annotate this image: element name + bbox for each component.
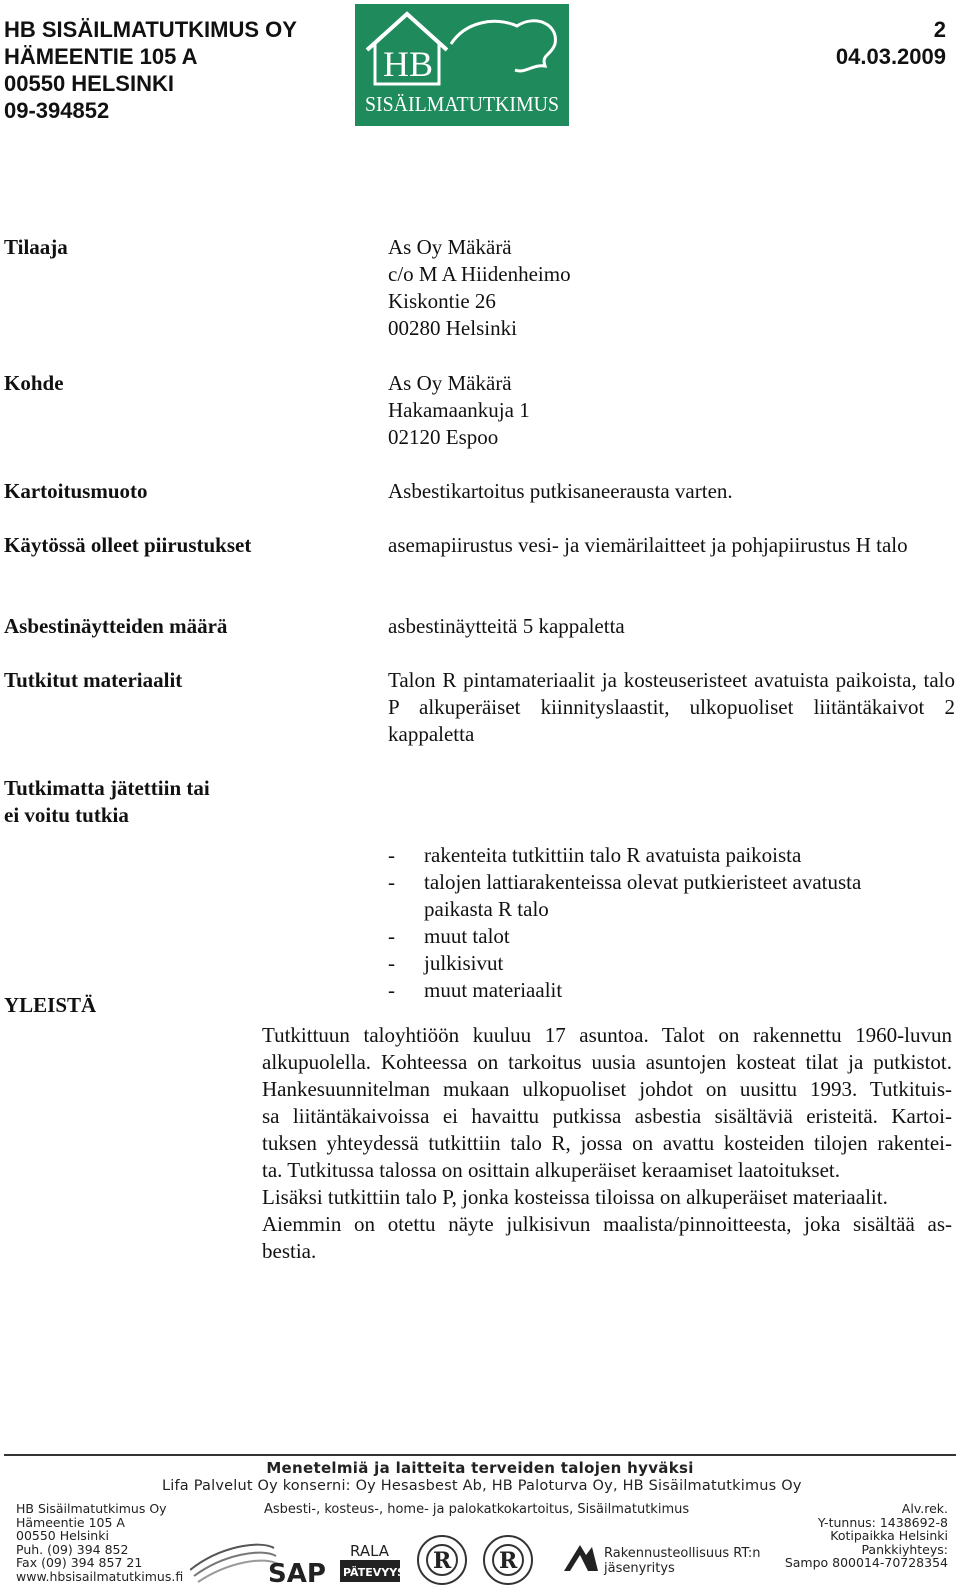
footer-info-line: Pankkiyhteys: xyxy=(861,1541,948,1557)
yleista-line: tuksen yhteydessä tutkittiin talo R, jossa on avattu kosteiden tilojen rakentei- xyxy=(262,1131,952,1155)
company-street: HÄMEENTIE 105 A xyxy=(4,44,198,69)
list-item-text: talojen lattiarakenteissa olevat putkieristeet avatusta paikasta R talo xyxy=(424,870,862,921)
footer-contact-line: Puh. (09) 394 852 xyxy=(16,1541,129,1557)
list-item-text: julkisivut xyxy=(424,951,504,975)
footer-heading: Menetelmiä ja laitteita terveiden talojen hyväksi xyxy=(266,1459,694,1477)
patevyys-label: PÄTEVYYS xyxy=(343,1566,406,1579)
footer-company-info xyxy=(785,1502,948,1570)
list-item: - julkisivut xyxy=(388,950,948,977)
tilaaja-line: c/o M A Hiidenheimo xyxy=(388,262,571,286)
yleista-line: Tutkittuun taloyhtiöön kuuluu 17 asuntoa. Talot on rakennettu 1960-luvun xyxy=(262,1023,952,1047)
hb-logo xyxy=(355,4,569,126)
yleista-line: Aiemmin on otettu näyte julkisivun maalista/pinnoitteesta, joka sisältää as- xyxy=(262,1212,952,1236)
rt-line: Rakennusteollisuus RT:n xyxy=(604,1546,761,1561)
tilaaja-line: As Oy Mäkärä xyxy=(388,235,512,259)
tutkimatta-list xyxy=(388,842,948,1004)
kohde-label: Kohde xyxy=(4,371,64,395)
list-item-text: muut talot xyxy=(424,924,510,948)
footer-info-line: Y-tunnus: 1438692-8 xyxy=(817,1514,948,1530)
list-item-text: muut materiaalit xyxy=(424,978,563,1002)
logo-letters: HB xyxy=(383,44,434,84)
yleista-line: Lisäksi tutkittiin talo P, jonka kosteissa tiloissa on alkuperäiset materiaalit. xyxy=(262,1185,888,1209)
company-name: HB SISÄILMATUTKIMUS OY xyxy=(4,17,297,42)
tutkimatta-label xyxy=(4,775,210,829)
company-phone: 09-394852 xyxy=(4,98,110,123)
footer-contact-line: 00550 Helsinki xyxy=(16,1528,109,1544)
hb-logo-graphic xyxy=(355,4,569,126)
rt-membership xyxy=(604,1546,761,1576)
materiaalit-value: Talon R pintamateriaalit ja kosteuseristeet avatuista paikoista, talo P alkuperäiset kiinnityslaastit, ulkopuoliset liitäntäkaivot 2 kappaletta xyxy=(388,668,955,746)
swoosh-icon xyxy=(190,1545,278,1582)
registered-seal-icon xyxy=(484,1536,532,1584)
company-address-block xyxy=(4,16,297,124)
footer-services: Asbesti-, kosteus-, home- ja palokatkokartoitus, Sisäilmatutkimus xyxy=(264,1502,690,1517)
tilaaja-line: Kiskontie 26 xyxy=(388,289,496,313)
footer-group-line: Lifa Palvelut Oy konserni: Oy Hesasbest Ab, HB Paloturva Oy, HB Sisäilmatutkimus Oy xyxy=(162,1478,802,1494)
svg-text:R: R xyxy=(433,1548,452,1574)
sap-logo: SAP xyxy=(268,1559,326,1586)
footer-divider xyxy=(4,1454,956,1456)
kohde-line: As Oy Mäkärä xyxy=(388,371,512,395)
rala-badge xyxy=(340,1542,405,1582)
kartoitusmuoto-value: Asbestikartoitus putkisaneerausta varten. xyxy=(388,479,733,503)
naytteet-value: asbestinäytteitä 5 kappaletta xyxy=(388,614,625,638)
logo-name: SISÄILMATUTKIMUS xyxy=(365,92,559,116)
kohde-line: Hakamaankuja 1 xyxy=(388,398,530,422)
list-item-text: rakenteita tutkittiin talo R avatuista paikoista xyxy=(424,843,802,867)
materiaalit-label: Tutkitut materiaalit xyxy=(4,668,183,692)
yleista-line: Hankesuunnitelman mukaan ulkopuoliset johdot on uusittu 1993. Tutkituis- xyxy=(262,1077,952,1101)
rt-logo-icon xyxy=(562,1541,600,1575)
list-item: - muut materiaalit xyxy=(388,977,948,1004)
footer-contact xyxy=(16,1502,183,1584)
registered-seal-icon xyxy=(418,1536,466,1584)
tutkimatta-label-line: Tutkimatta jätettiin tai xyxy=(4,776,210,800)
footer-info-line: Sampo 800014-70728354 xyxy=(784,1555,948,1571)
yleista-line: ta. Tutkitussa talossa on osittain alkuperäiset keraamiset laatoitukset. xyxy=(262,1158,840,1182)
yleista-label: YLEISTÄ xyxy=(4,993,97,1017)
document-date: 04.03.2009 xyxy=(835,44,946,69)
yleista-text xyxy=(262,1022,952,1265)
list-item: - rakenteita tutkittiin talo R avatuista paikoista xyxy=(388,842,948,869)
footer-contact-line: HB Sisäilmatutkimus Oy xyxy=(16,1501,167,1516)
kartoitusmuoto-label: Kartoitusmuoto xyxy=(4,479,148,503)
piirustukset-value: asemapiirustus vesi- ja viemärilaitteet ja pohjapiirustus H talo xyxy=(388,533,908,557)
yleista-line: sa liitäntäkaivoissa ei havaittu putkissa asbestia sisältäviä eristeitä. Kartoi- xyxy=(262,1104,952,1128)
page-meta xyxy=(836,16,946,70)
piirustukset-label: Käytössä olleet piirustukset xyxy=(4,533,252,557)
tutkimatta-label-line: ei voitu tutkia xyxy=(4,803,129,827)
footer-website-link[interactable]: www.hbsisailmatutkimus.fi xyxy=(16,1568,184,1584)
footer-contact-line: Fax (09) 394 857 21 xyxy=(16,1555,143,1571)
rala-label: RALA xyxy=(350,1542,390,1560)
svg-text:R: R xyxy=(499,1548,518,1574)
footer-info-line: Kotipaikka Helsinki xyxy=(830,1528,948,1544)
tilaaja-label: Tilaaja xyxy=(4,235,68,259)
tilaaja-value xyxy=(388,234,571,342)
kohde-value xyxy=(388,370,530,451)
list-item: - muut talot xyxy=(388,923,948,950)
tilaaja-line: 00280 Helsinki xyxy=(388,316,517,340)
company-postal: 00550 HELSINKI xyxy=(4,71,174,96)
rt-line: jäsenyritys xyxy=(604,1561,675,1576)
yleista-line: bestia. xyxy=(262,1239,317,1263)
footer-info-line: Alv.rek. xyxy=(901,1501,948,1516)
kohde-line: 02120 Espoo xyxy=(388,425,499,449)
yleista-line: alkupuolella. Kohteessa on tarkoitus uusia asuntojen kosteat tilat ja putkistot. xyxy=(262,1050,952,1074)
page-number: 2 xyxy=(933,17,946,42)
list-item: - talojen lattiarakenteissa olevat putkieristeet avatusta paikasta R talo xyxy=(388,869,948,923)
naytteet-label: Asbestinäytteiden määrä xyxy=(4,614,228,638)
footer-contact-line: Hämeentie 105 A xyxy=(16,1514,125,1530)
